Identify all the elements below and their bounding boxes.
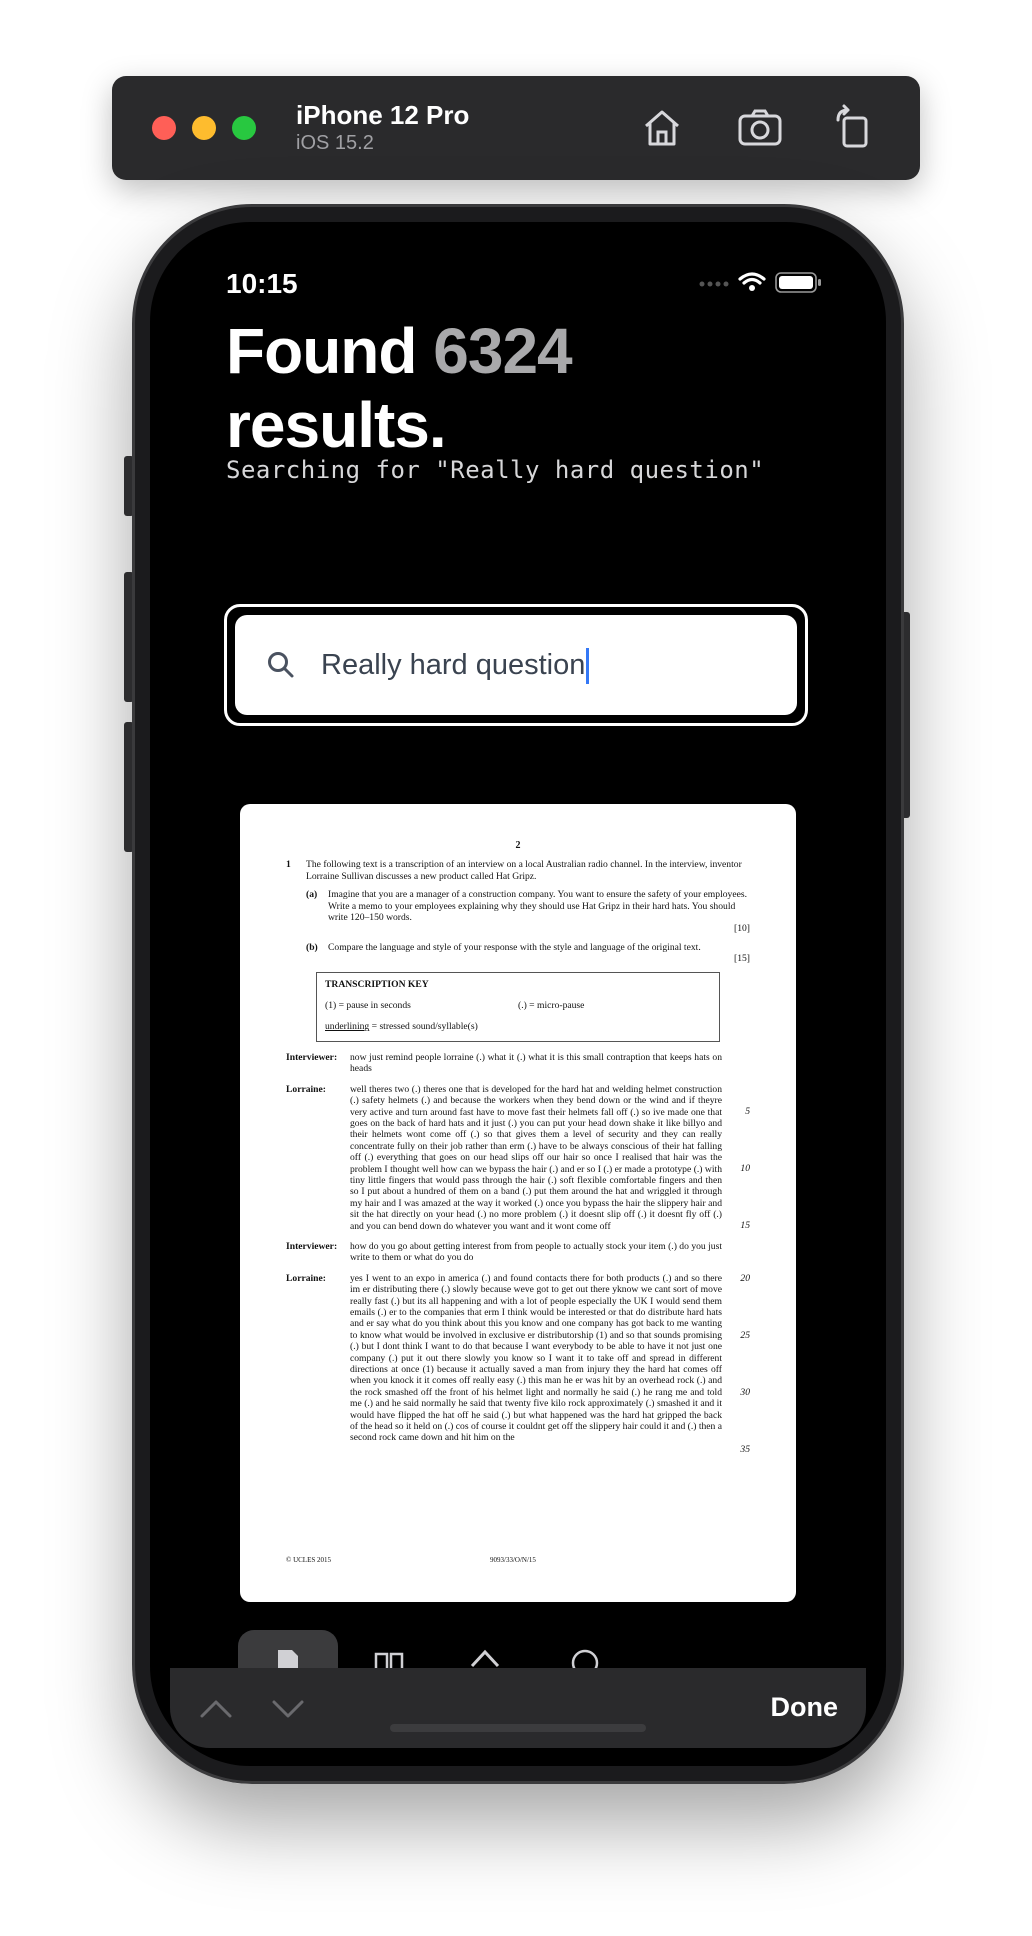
dialogue-turn: [286, 1241, 750, 1264]
transcription-key: [316, 972, 720, 1042]
speaker: Lorraine:: [286, 1272, 326, 1284]
part-text: Compare the language and style of your response with the style and language of the original text.: [328, 941, 701, 953]
speech: well theres two (.) theres one that is developed for the hard hat and welding helmet construction (.) safety helmets (.) and because the workers when they bend down or the wind and if theyre very active and turn around fast have to move fast their helmets fall off (.) so ive made one that goes on the back of hard hats and it just (.) you can put your head down shake it like billyo and their helmets wont come off (.) so that gives them a level of security and they can really concentrate fully on their job rather than erm (.) have to be always conscious of their hat falling off (.) everything that goes on our head slips off our hair so once I realised that hair was the problem I thought well how can we bypass the hair (.) and er so I (.) er made a prototype (.) with tiny little fingers that would pass through the hair (.) soft flexible comfortable fingers and then so I put about a hundred of them on a band (.) put them around the hat and wriggled it through my hair and I was amazed at the way it worked (.) once you bypass the hair the slippery hair and sit the hat directly on your head (.) no more problem (.) it doesnt slip off (.) it doesnt fly off (.) and you can bend down do whatever you want and it wont come off: [350, 1083, 722, 1232]
line-number: 20: [740, 1272, 750, 1284]
next-result-chevron-down-icon[interactable]: [268, 1690, 308, 1726]
speaker: Interviewer:: [286, 1240, 338, 1252]
search-field-focus-ring: [224, 604, 808, 726]
os-version: iOS 15.2: [296, 132, 374, 154]
part-marks: [15]: [734, 953, 750, 965]
previous-result-chevron-up-icon[interactable]: [196, 1690, 236, 1726]
results-label: results.: [226, 389, 446, 461]
searching-for-label: Searching for "Really hard question": [226, 456, 765, 484]
line-numbers: [730, 1272, 750, 1455]
search-input[interactable]: [235, 615, 797, 715]
footer-copyright: © UCLES 2015: [286, 1556, 331, 1564]
text-caret: [586, 648, 589, 684]
line-number: 35: [740, 1443, 750, 1455]
question-text: The following text is a transcription of an interview on a local Australian radio channel. In the interview, inventor Lorraine Sullivan discusses a new product called Hat Gripz.: [306, 859, 742, 882]
dialogue-turn: [286, 1084, 750, 1232]
device-name: iPhone 12 Pro: [296, 100, 470, 130]
key-underline-word: underlining: [325, 1021, 370, 1033]
key-micro-pause: (.) = micro-pause: [518, 1000, 585, 1012]
home-indicator[interactable]: [390, 1724, 646, 1732]
question-part: [306, 942, 750, 965]
part-label: (b): [306, 941, 318, 953]
zoom-window-button[interactable]: [232, 116, 256, 140]
status-icons: [696, 270, 826, 294]
signal-dots-icon: [700, 282, 729, 287]
speaker: Lorraine:: [286, 1083, 326, 1095]
part-marks: [10]: [734, 923, 750, 935]
found-label: Found: [226, 315, 417, 387]
close-window-button[interactable]: [152, 116, 176, 140]
wifi-icon: [740, 274, 764, 291]
line-number: 5: [745, 1105, 750, 1117]
page-number: 2: [515, 840, 521, 851]
speech: how do you go about getting interest from from people to actually stock your item (.) do you just write to them or what do you do: [350, 1240, 722, 1264]
question-number: 1: [286, 859, 291, 871]
battery-icon: [776, 273, 821, 292]
minimize-window-button[interactable]: [192, 116, 216, 140]
results-count: 6324: [433, 315, 572, 387]
speech: now just remind people lorraine (.) what it (.) what it is this small contraption that keeps hats on heads: [350, 1051, 722, 1075]
speech: yes I went to an expo in america (.) and found contacts there for both products (.) and so there im er distributing there (.) slowly because weve got to get out there yknow we cant sort of move really fast (.) but its all happening and with a lot of people especially the UK I would send them emails (.) er to the companies that erm I think would be interested or that do distribute hard hats and er say what do you think about this you know and one company has got back to me wanting to know what would be involved in exclusive er distributorship (1) and so that sounds promising (.) but I dont think I want to do that because I want everybody to be able to have it not just one company (.) put it out there slowly you know so I want it to take off and spread in different directions at once (1) because it actually saved a man from injury they the hard hat comes off when you knock it it comes off really easy (.) this man he er was hit by an overhead rock (.) and the rock smashed off the front of his helmet light and normally he said (.) he rang me and told me (.) and he said normally he said that twenty five kilo rock approximately (.) smashed it and it would have flipped the hat off he said (.) but what happened was the hard hat gripped the back of the head so it held on (.) cos of course it couldnt get off the slippery hair could it and (.) then a second rock came down and hit him on the: [350, 1272, 723, 1444]
search-icon: [265, 649, 297, 681]
results-headline: [226, 314, 846, 462]
part-label: (a): [306, 889, 318, 901]
line-number: 25: [740, 1329, 750, 1341]
line-number: 30: [740, 1386, 750, 1398]
screenshot-icon[interactable]: [734, 102, 786, 154]
key-underline: [325, 1021, 711, 1032]
question: [286, 859, 750, 882]
phone-screen: [150, 222, 886, 1766]
key-title: TRANSCRIPTION KEY: [325, 978, 429, 990]
find-in-page-bar: [170, 1668, 866, 1748]
home-icon[interactable]: [636, 102, 688, 154]
search-input-value: Really hard question: [321, 649, 586, 681]
line-number: 10: [740, 1162, 750, 1174]
speaker: Interviewer:: [286, 1051, 338, 1063]
footer-code: 9093/33/O/N/15: [490, 1556, 536, 1564]
part-text: Imagine that you are a manager of a construction company. You want to ensure the safety of your employees. Write a memo to your employees explaining why they should use Hat Gripz in their hard hats. You should write 120–150 words.: [328, 889, 747, 924]
simulator-toolbar: [112, 76, 920, 180]
dialogue-turn: [286, 1052, 750, 1075]
status-time: 10:15: [226, 268, 298, 299]
dialogue-turn: [286, 1272, 750, 1455]
key-pause: (1) = pause in seconds: [325, 1000, 411, 1012]
done-button[interactable]: Done: [770, 1692, 838, 1722]
key-underline-rest: = stressed sound/syllable(s): [369, 1021, 478, 1033]
rotate-icon[interactable]: [828, 102, 880, 154]
line-numbers: [730, 1084, 750, 1232]
line-number: 15: [740, 1219, 750, 1231]
question-part: [306, 889, 750, 935]
document-page-preview[interactable]: [240, 804, 796, 1602]
